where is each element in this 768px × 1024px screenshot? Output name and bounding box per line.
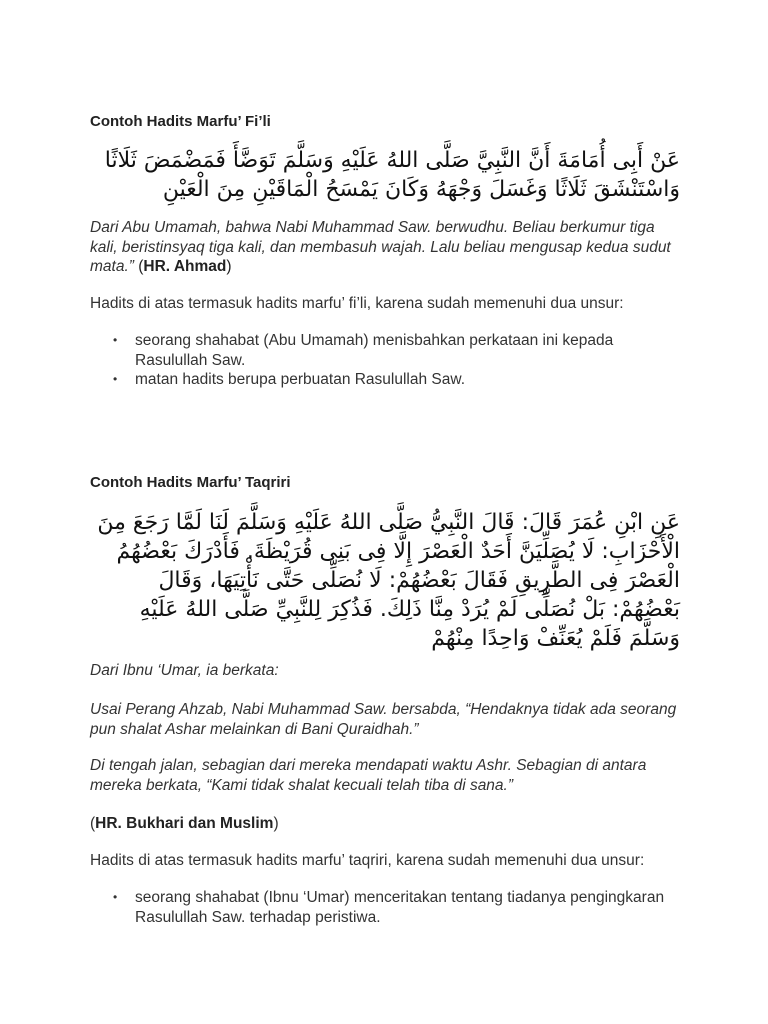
section2-source-open: ( (90, 815, 96, 832)
section1-source-close: ) (226, 258, 232, 275)
section2-heading: Contoh Hadits Marfu’ Taqriri (90, 474, 291, 491)
section1-explanation: Hadits di atas termasuk hadits marfu’ fi’li, karena sudah memenuhi dua unsur: (90, 295, 624, 312)
section2-explanation: Hadits di atas termasuk hadits marfu’ taqriri, karena sudah memenuhi dua unsur: (90, 852, 645, 869)
bullet-icon: • (113, 333, 118, 347)
section2-quote1: Usai Perang Ahzab, Nabi Muhammad Saw. bersabda, “Hendaknya tidak ada seorang pun shalat Ashar melainkan di Bani Quraidhah.” (90, 701, 677, 738)
section1-heading: Contoh Hadits Marfu’ Fi’li (90, 113, 271, 130)
section1-source: HR. Ahmad (143, 258, 227, 275)
section2-source: HR. Bukhari dan Muslim (95, 815, 274, 832)
bullet-icon: • (113, 372, 118, 386)
section1-bullet-list (90, 331, 680, 390)
bullet-icon: • (113, 890, 118, 904)
list-item: • seorang shahabat (Abu Umamah) menisbahkan perkataan ini kepada Rasulullah Saw. (113, 332, 614, 369)
section2-source-close: ) (273, 815, 279, 832)
section2-bullet-list (90, 888, 680, 927)
section2-intro: Dari Ibnu ‘Umar, ia berkata: (90, 662, 279, 679)
section1-source-open: ( (133, 258, 144, 275)
section1-arabic-text: عَنْ أَبِى أُمَامَةَ أَنَّ النَّبِيَّ صَلَّى اللهُ عَلَيْهِ وَسَلَّمَ تَوَضَّأَ فَمَضْمَضَ ثَلَاثًا وَاسْتَنْشَقَ ثَلَاثًا وَغَسَلَ وَجْهَهُ وَكَانَ يَمْسَحُ الْمَاقَيْنِ مِنَ الْعَيْنِ (104, 148, 680, 202)
list-item: • matan hadits berupa perbuatan Rasulullah Saw. (113, 371, 466, 388)
section2-quote2: Di tengah jalan, sebagian dari mereka mendapati waktu Ashr. Sebagian di antara mereka berkata, “Kami tidak shalat kecuali telah tiba di sana.” (90, 757, 647, 794)
section2-source-line (90, 814, 680, 834)
list-item: • seorang shahabat (Ibnu ‘Umar) menceritakan tentang tiadanya pengingkaran Rasulullah Saw. terhadap peristiwa. (113, 889, 665, 926)
section1-translation (90, 218, 680, 277)
section2-arabic-text: عَنِ ابْنِ عُمَرَ قَالَ: قَالَ النَّبِيُّ صَلَّى اللهُ عَلَيْهِ وَسَلَّمَ لَنَا لَمَّا رَجَعَ مِنَ الْأَحْزَابِ: لَا يُصَلِّيَنَّ أَحَدٌ الْعَصْرَ إِلَّا فِى بَنِى قُرَيْظَةَ. فَأَدْرَكَ بَعْضُهُمُ الْعَصْرَ فِى الطَّرِيقِ فَقَالَ بَعْضُهُمْ: لَا نُصَلِّى حَتَّى نَأْتِيَهَا، وَقَالَ بَعْضُهُمْ: بَلْ نُصَلِّى لَمْ يُرَدْ مِنَّا ذَلِكَ. فَذُكِرَ لِلنَّبِيِّ صَلَّى اللهُ عَلَيْهِ وَسَلَّمَ فَلَمْ يُعَنِّفْ وَاحِدًا مِنْهُمْ (97, 510, 680, 651)
section1-translation-text: Dari Abu Umamah, bahwa Nabi Muhammad Saw. berwudhu. Beliau berkumur tiga kali, beristinsyaq tiga kali, dan membasuh wajah. Lalu beliau mengusap kedua sudut mata.” (90, 219, 671, 275)
